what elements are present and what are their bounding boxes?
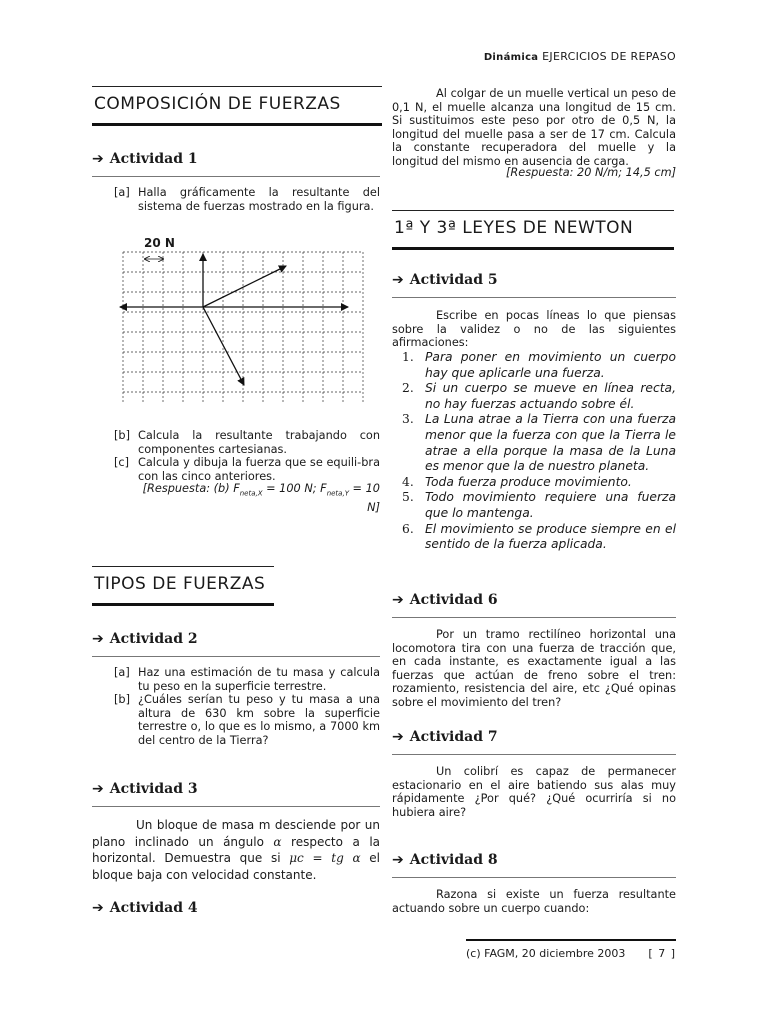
activity-7-title: Actividad 7 — [409, 729, 498, 745]
activity-4-title: Actividad 4 — [109, 900, 198, 916]
scale-label: 20 N — [144, 236, 175, 250]
activity-7-heading — [392, 729, 676, 745]
statement-text: El movimiento se produce siempre en el sentido de la fuerza aplicada. — [425, 521, 676, 552]
arrow-right-icon: ➔ — [92, 631, 104, 647]
answer-part: = 100 N; F — [262, 482, 327, 495]
force-diagram — [116, 236, 376, 408]
formula: μc = tg α — [289, 851, 361, 865]
item-label: [a] — [114, 666, 130, 679]
statement-item — [392, 381, 676, 412]
activity-5-statement-list — [392, 350, 676, 553]
footer-rule — [466, 939, 676, 941]
force-vector-down-right — [203, 307, 244, 385]
statement-text: La Luna atrae a la Tierra con una fuerza menor que la fuerza con que la Tierra le atrae a ella porque la masa de la Luna es menor que la de nuestro planeta. — [425, 412, 676, 474]
arrow-right-icon: ➔ — [92, 151, 104, 167]
divider — [392, 297, 676, 298]
activity-1-answer — [92, 482, 380, 514]
divider — [92, 176, 380, 177]
page-number: [ 7 ] — [648, 947, 676, 960]
answer-part: [Respuesta: (b) F — [142, 482, 240, 495]
statement-text: Todo movimiento requiere una fuerza que lo mantenga. — [425, 490, 676, 520]
force-vectors — [120, 254, 348, 385]
activity-5-title: Actividad 5 — [409, 272, 498, 288]
activity-3-title: Actividad 3 — [109, 781, 198, 797]
activity-8-title: Actividad 8 — [409, 852, 498, 868]
activity-1-a-text: Halla gráficamente la resultante del sistema de fuerzas mostrado en la figura. — [138, 186, 380, 213]
statement-number: 1. — [402, 350, 414, 364]
statement-number: 3. — [402, 412, 414, 427]
activity-2-a-text: Haz una estimación de tu masa y calcula tu peso en la superficie terrestre. — [138, 666, 380, 693]
activity-2-heading — [92, 631, 380, 647]
activity-4-answer: [Respuesta: 20 N/m; 14,5 cm] — [506, 166, 676, 179]
item-label: [b] — [114, 693, 130, 706]
arrow-right-icon: ➔ — [92, 781, 104, 797]
divider — [392, 877, 676, 878]
divider — [392, 754, 676, 755]
page-footer — [466, 947, 676, 960]
arrow-right-icon: ➔ — [392, 729, 404, 745]
activity-7-text: Un colibrí es capaz de permanecer estacionario en el aire batiendo sus alas muy rápidamente ¿Por qué? ¿Qué ocurriría si no hubiera aire? — [392, 765, 676, 819]
statement-item — [392, 412, 676, 474]
statement-number: 4. — [402, 474, 414, 489]
header-topic: Dinámica — [483, 52, 539, 63]
activity-4-text: Al colgar de un muelle vertical un peso de 0,1 N, el muelle alcanza una longitud de 15 cm. Si sustituimos este peso por otro de 0,5 N, la longitud del muelle pasa a ser de 17 cm. Calcula la constante recuperadora del muelle y la longitud del mismo en ausencia de carga. — [392, 87, 676, 168]
statement-item — [392, 522, 676, 553]
statement-number: 2. — [402, 381, 414, 396]
statement-number: 6. — [402, 521, 414, 536]
activity-3-text — [92, 817, 380, 883]
grid — [123, 252, 363, 402]
item-label: [c] — [114, 456, 130, 469]
activity-2-items — [92, 666, 380, 747]
activity-1-title: Actividad 1 — [109, 151, 198, 167]
answer-part: = 10 N] — [348, 482, 380, 514]
statement-item — [392, 350, 676, 381]
activity-6-title: Actividad 6 — [409, 592, 498, 608]
activity-1-items-bc — [92, 429, 380, 483]
statement-text: Para poner en movimiento un cuerpo hay que aplicarle una fuerza. — [425, 350, 676, 380]
section-title-composicion: COMPOSICIÓN DE FUERZAS — [92, 86, 382, 126]
divider — [92, 806, 380, 807]
alpha-symbol: α — [273, 834, 282, 849]
section-title-leyes: 1ª Y 3ª LEYES DE NEWTON — [392, 210, 674, 250]
activity-3-heading — [92, 781, 380, 797]
activity-6-text: Por un tramo rectilíneo horizontal una locomotora tira con una fuerza de tracción que, en cada instante, es exactamente igual a las fuerzas que actúan de freno sobre el tren: rozamiento, resistencia del aire, etc ¿Qué opinas sobre el movimiento del tren? — [392, 628, 676, 709]
text-part: respecto a la horizontal. Demuestra que si — [92, 834, 381, 865]
statement-text: Toda fuerza produce movimiento. — [425, 474, 632, 489]
answer-subscript: neta,X — [239, 489, 263, 498]
activity-2-b-text: ¿Cuáles serían tu peso y tu masa a una altura de 630 km sobre la superficie terrestre o, lo que es lo mismo, a 7000 km del centro de la Tierra? — [138, 693, 380, 747]
activity-2-title: Actividad 2 — [109, 631, 198, 647]
activity-4-heading — [92, 900, 380, 916]
statement-text: Si un cuerpo se mueve en línea recta, no hay fuerzas actuando sobre él. — [425, 381, 676, 411]
arrow-right-icon: ➔ — [92, 900, 104, 916]
activity-1-c-text: Calcula y dibuja la fuerza que se equili-bra con las cinco anteriores. — [138, 456, 380, 483]
activity-5-heading — [392, 272, 676, 288]
page-header — [484, 50, 676, 63]
activity-1-heading — [92, 151, 380, 167]
divider — [92, 656, 380, 657]
activity-1-b-text: Calcula la resultante trabajando con componentes cartesianas. — [138, 429, 380, 456]
activity-5-text: Escribe en pocas líneas lo que piensas sobre la validez o no de las siguientes afirmaciones: — [392, 309, 676, 349]
arrow-right-icon: ➔ — [392, 272, 404, 288]
item-label: [a] — [114, 186, 130, 199]
arrow-right-icon: ➔ — [392, 592, 404, 608]
activity-8-text: Razona si existe un fuerza resultante actuando sobre un cuerpo cuando: — [392, 888, 676, 915]
item-label: [b] — [114, 429, 130, 442]
statement-item — [392, 490, 676, 521]
section-title-tipos: TIPOS DE FUERZAS — [92, 566, 274, 606]
arrow-right-icon: ➔ — [392, 852, 404, 868]
answer-subscript: neta,Y — [326, 489, 349, 498]
statement-item — [392, 475, 676, 491]
text-part: el bloque baja con velocidad constante. — [92, 851, 381, 882]
text-part: Un bloque de masa m desciende por un plano inclinado un ángulo — [92, 818, 380, 849]
footer-copyright: (c) FAGM, 20 diciembre 2003 — [466, 947, 626, 960]
activity-6-heading — [392, 592, 676, 608]
activity-8-heading — [392, 852, 676, 868]
activity-1-item-a — [92, 186, 380, 213]
divider — [392, 617, 676, 618]
header-title: EJERCICIOS DE REPASO — [542, 50, 676, 63]
statement-number: 5. — [402, 490, 414, 505]
